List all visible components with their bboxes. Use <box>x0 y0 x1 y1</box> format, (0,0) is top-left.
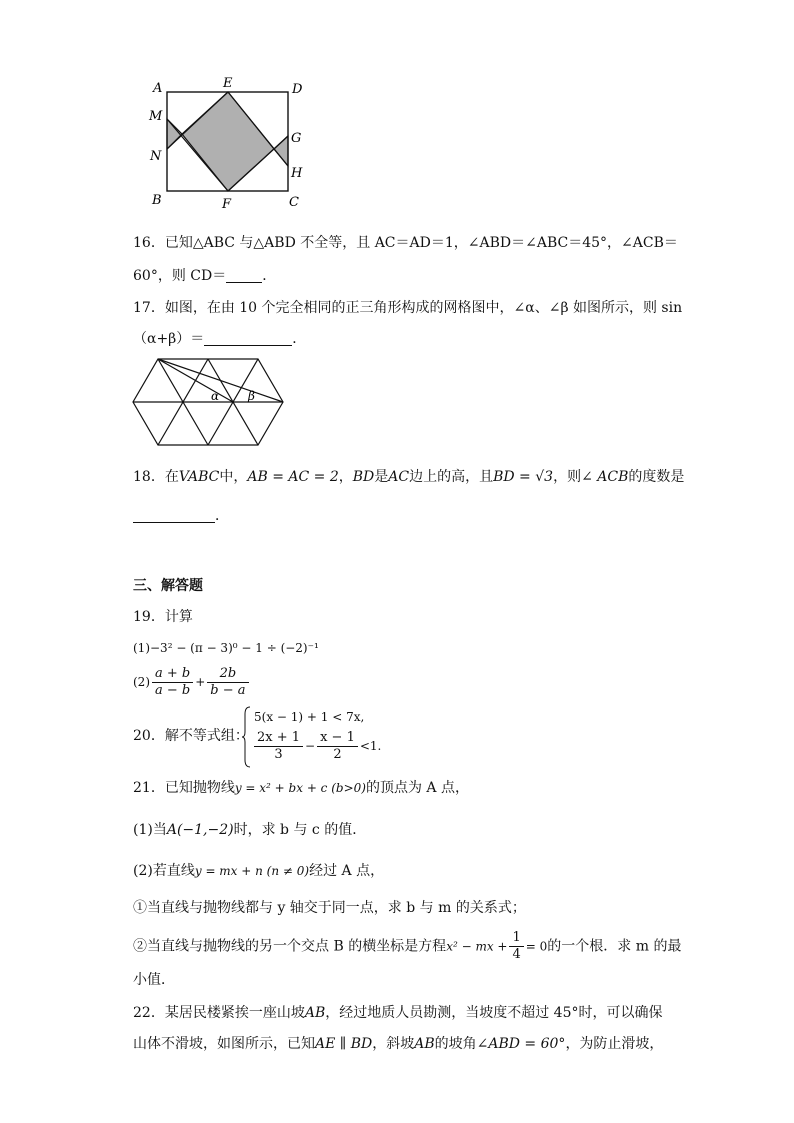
q16-line2: 60°，则 CD＝ ． <box>133 268 277 284</box>
q21-case2: ②当直线与抛物线的另一个交点 B 的横坐标是方程x² − mx + $\frac{1}{4}$ = 0的一个根．求 m 的最 <box>133 930 682 962</box>
label-D: D <box>292 82 303 97</box>
q20-ineq2: $\frac{2x + 1}{3}$ − $\frac{x - 1}{2}$ <1. <box>252 730 381 763</box>
system-brace <box>242 706 252 768</box>
q16-line1: 16．已知△ABC 与△ABD 不全等，且 AC＝AD＝1，∠ABD＝∠ABC＝45°，∠ACB＝ <box>133 235 678 251</box>
beta-label: β <box>248 389 255 403</box>
q19-title: 19．计算 <box>133 609 193 625</box>
answer-blank <box>204 330 292 346</box>
section-title: 三、解答题 <box>133 578 203 594</box>
answer-blank <box>133 507 215 523</box>
label-E: E <box>223 76 233 91</box>
label-B: B <box>152 193 162 208</box>
label-G: G <box>291 131 302 146</box>
q18-line2: ． <box>133 506 229 526</box>
shaded-rhombus <box>182 92 274 191</box>
label-M: M <box>149 109 163 124</box>
label-A: A <box>153 81 163 96</box>
q19-part1: (1)−3² − (π − 3)⁰ − 1 ÷ (−2)⁻¹ <box>133 641 319 655</box>
q19-part2: (2) $\frac{a + b}{a - b}$ + $\frac{2b}{b - a}$ <box>133 666 251 699</box>
q18-line1: 18．在VABC中，AB = AC = 2，BD是AC边上的高，且BD = √3，则∠ ACB的度数是 <box>133 469 685 485</box>
q21-case1: ①当直线与抛物线都与 y 轴交于同一点，求 b 与 m 的关系式； <box>133 900 526 916</box>
q17-line2: （α+β）＝ ． <box>133 331 307 347</box>
q20-ineq1: 5(x − 1) + 1 < 7x, <box>254 710 365 724</box>
label-F: F <box>222 197 232 212</box>
label-N: N <box>150 149 162 164</box>
q22-line2: 山体不滑坡，如图所示，已知AE ∥ BD，斜坡AB的坡角∠ABD = 60°，为防止滑坡， <box>133 1036 664 1052</box>
q21-line1: 21．已知抛物线y = x² + bx + c (b>0)的顶点为 A 点， <box>133 780 469 796</box>
label-H: H <box>291 166 303 181</box>
q21-part2: (2)若直线y = mx + n (n ≠ 0)经过 A 点， <box>133 863 385 879</box>
q21-part1: (1)当A(−1,−2)时，求 b 与 c 的值． <box>133 822 367 838</box>
answer-blank <box>226 267 262 283</box>
rectangle-figure <box>140 74 310 214</box>
q17-line1: 17．如图，在由 10 个完全相同的正三角形构成的网格图中，∠α、∠β 如图所示，则 sin <box>133 300 683 316</box>
q21-case2-cont: 小值． <box>133 972 175 988</box>
label-C: C <box>289 195 299 210</box>
triangle-grid-figure <box>130 355 290 450</box>
q20-label: 20．解不等式组： <box>133 728 249 744</box>
alpha-label: α <box>211 389 220 403</box>
q22-line1: 22．某居民楼紧挨一座山坡AB，经过地质人员勘测，当坡度不超过 45°时，可以确保 <box>133 1005 663 1021</box>
